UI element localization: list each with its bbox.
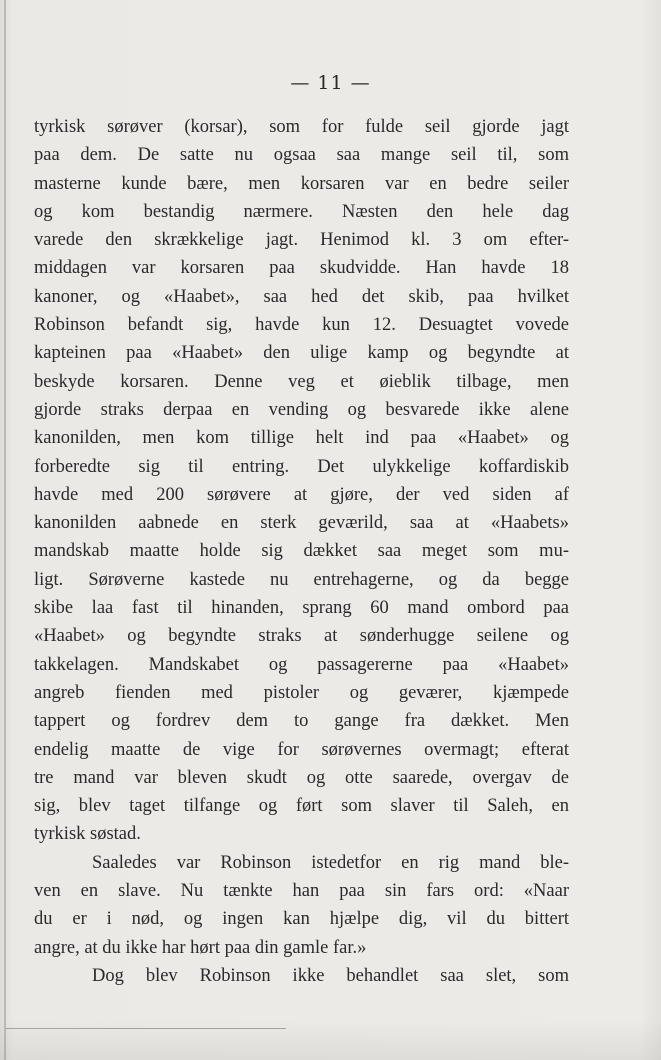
text-line: forberedte sig til entring. Det ulykkelige koffardiskib bbox=[34, 456, 569, 477]
text-line: angre, at du ikke har hørt paa din gamle far.» bbox=[34, 937, 367, 958]
page-binding-edge bbox=[4, 0, 6, 1060]
text-line: endelig maatte de vige for sørøvernes overmagt; efterat bbox=[34, 739, 569, 760]
text-line: du er i nød, og ingen kan hjælpe dig, vil du bittert bbox=[34, 909, 569, 930]
page-number: — 11 — bbox=[290, 72, 371, 94]
text-line: middagen var korsaren paa skudvidde. Han havde 18 bbox=[34, 258, 569, 279]
text-line: ligt. Sørøverne kastede nu entrehagerne, og da begge bbox=[34, 569, 569, 590]
text-line: tyrkisk sørøver (korsar), som for fulde seil gjorde jagt bbox=[34, 117, 569, 137]
text-line: skibe laa fast til hinanden, sprang 60 mand ombord paa bbox=[34, 598, 569, 619]
text-line: angreb fienden med pistoler og geværer, kjæmpede bbox=[34, 682, 569, 703]
text-line: tappert og fordrev dem to gange fra dækket. Men bbox=[34, 711, 569, 732]
text-line: tre mand var bleven skudt og otte saarede, overgav de bbox=[34, 767, 569, 788]
text-line: sig, blev taget tilfange og ført som slaver til Saleh, en bbox=[34, 796, 569, 817]
text-line: kanonilden aabnede en sterk geværild, saa at «Haabets» bbox=[34, 513, 569, 534]
text-line: og kom bestandig nærmere. Næsten den hele dag bbox=[34, 201, 569, 222]
text-line: masterne kunde bære, men korsaren var en bedre seiler bbox=[34, 173, 569, 194]
text-line: havde med 200 sørøvere at gjøre, der ved siden af bbox=[34, 484, 569, 505]
text-line: Robinson befandt sig, havde kun 12. Desuagtet vovede bbox=[34, 315, 569, 336]
text-line: varede den skrækkelige jagt. Henimod kl. 3 om efter- bbox=[34, 230, 569, 251]
text-line: mandskab maatte holde sig dækket saa meget som mu- bbox=[34, 541, 569, 562]
text-line: beskyde korsaren. Denne veg et øieblik tilbage, men bbox=[34, 371, 569, 392]
text-line: kapteinen paa «Haabet» den ulige kamp og begyndte at bbox=[34, 343, 569, 364]
body-text bbox=[34, 113, 569, 990]
page-bottom-shadow bbox=[0, 1020, 661, 1060]
page-bottom-rule bbox=[6, 1028, 286, 1029]
text-line: «Haabet» og begyndte straks at sønderhugge seilene og bbox=[34, 626, 569, 647]
text-line: tyrkisk søstad. bbox=[34, 824, 141, 845]
text-line: Saaledes var Robinson istedetfor en rig mand ble- bbox=[92, 852, 569, 873]
text-line: paa dem. De satte nu ogsaa saa mange seil til, som bbox=[34, 145, 569, 166]
text-line: kanoner, og «Haabet», saa hed det skib, paa hvilket bbox=[34, 286, 569, 307]
text-line: ven en slave. Nu tænkte han paa sin fars ord: «Naar bbox=[34, 881, 569, 902]
text-line: gjorde straks derpaa en vending og besvarede ikke alene bbox=[34, 399, 569, 420]
text-line: kanonilden, men kom tillige helt ind paa «Haabet» og bbox=[34, 428, 569, 449]
text-line: Dog blev Robinson ikke behandlet saa slet, som bbox=[92, 965, 569, 986]
text-line: takkelagen. Mandskabet og passagererne paa «Haabet» bbox=[34, 654, 569, 675]
